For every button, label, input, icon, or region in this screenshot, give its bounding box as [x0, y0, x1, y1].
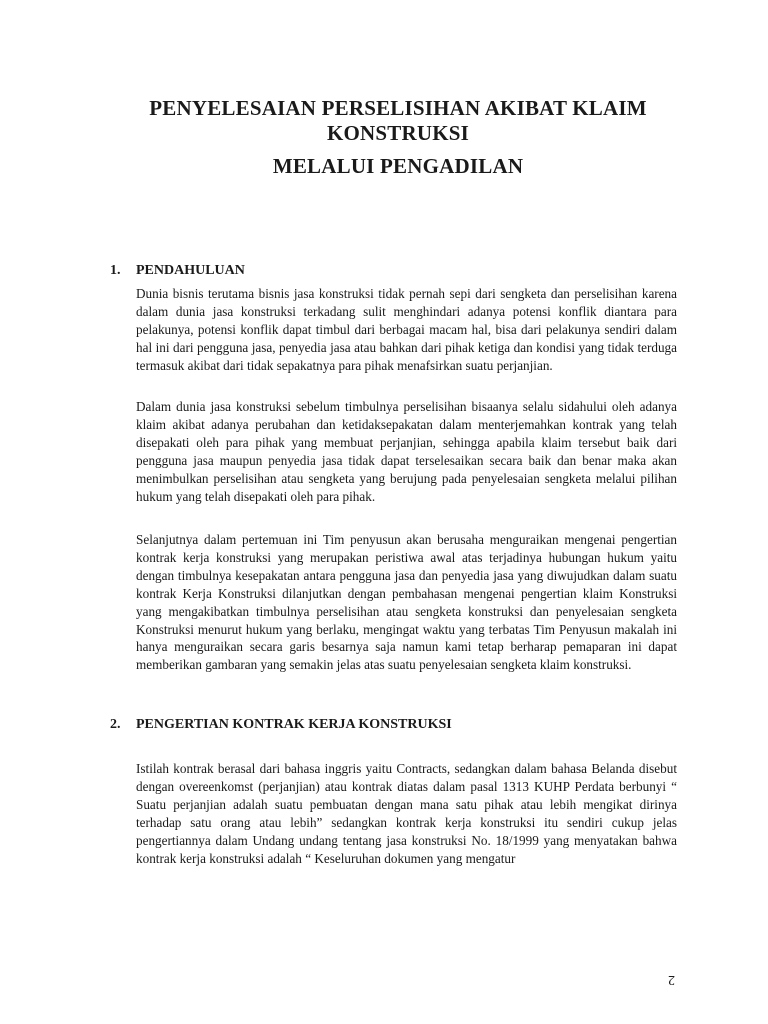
- document-subtitle: MELALUI PENGADILAN: [272, 154, 524, 178]
- section-heading-1: [110, 262, 245, 280]
- section-title: PENGERTIAN KONTRAK KERJA KONSTRUKSI: [136, 717, 452, 732]
- page-number: 2: [668, 972, 675, 987]
- document-title: PENYELESAIAN PERSELISIHAN AKIBAT KLAIM KONSTRUKSI: [149, 96, 647, 145]
- section-heading-2: [110, 716, 452, 734]
- paragraph: Dunia bisnis terutama bisnis jasa konstruksi tidak pernah sepi dari sengketa dan perselisihan karena dalam dunia jasa konstruksi terkadang sulit menghindari adanya potensi konflik diantara para pelakunya, potensi konflik dapat timbul dari berbagai macam hal, bisa dari pelakunya sendiri dalam hal ini dari pengguna jasa, penyedia jasa atau bahkan dari pihak ketiga dan kondisi yang tidak terduga termasuk akibat dari tidak sepakatnya para pihak menafsirkan suatu perjanjian.: [136, 286, 677, 373]
- section-title: PENDAHULUAN: [136, 263, 245, 278]
- section-number: 1.: [110, 263, 121, 278]
- paragraph: Istilah kontrak berasal dari bahasa inggris yaitu Contracts, sedangkan dalam bahasa Belanda disebut dengan overeenkomst (perjanjian) atau kontrak diatas dalam pasal 1313 KUHP Perdata berbunyi “ Suatu perjanjian adalah suatu pembuatan dengan mana satu pihak atau lebih mengikat dirinya terhadap satu orang atau lebih” sedangkan kontrak kerja konstruksi itu sendiri cukup jelas pengertiannya dalam Undang undang tentang jasa konstruksi No. 18/1999 yang menyatakan bahwa kontrak kerja konstruksi adalah “ Keseluruhan dokumen yang mengatur: [136, 761, 677, 866]
- section-number: 2.: [110, 717, 121, 732]
- paragraph: Selanjutnya dalam pertemuan ini Tim penyusun akan berusaha menguraikan mengenai pengertian kontrak kerja konstruksi yang merupakan peristiwa awal atas terjadinya hubungan hukum yaitu dengan timbulnya kesepakatan antara pengguna jasa dan penyedia jasa yang diwujudkan dalam suatu kontrak Kerja Konstruksi dilanjutkan dengan pembahasan mengenai pengertian klaim Konstruksi yang mengakibatkan timbulnya perselisihan atau sengketa konstruksi dan penyelesaian sengketa Konstruksi menurut hukum yang berlaku, mengingat waktu yang terbatas Tim Penyusun makalah ini hanya menguraikan secara garis besarnya saja namun kami tetap berharap pemaparan ini dapat memberikan gambaran yang semakin jelas atas suatu penyelesaian sengketa klaim konstruksi.: [136, 532, 677, 673]
- paragraph: Dalam dunia jasa konstruksi sebelum timbulnya perselisihan bisaanya selalu sidahului oleh adanya klaim akibat adanya perubahan dan ketidaksepakatan dalam menterjemahkan kontrak yang telah disepakati oleh para pihak yang membuat perjanjian, sehingga apabila klaim tersebut baik dari pengguna jasa maupun penyedia jasa tidak dapat terselesaikan secara baik dan benar maka akan menimbulkan perselisihan atau sengketa yang berujung pada penyelesaian sengketa melalui pilihan hukum yang telah disepakati oleh para pihak.: [136, 399, 677, 504]
